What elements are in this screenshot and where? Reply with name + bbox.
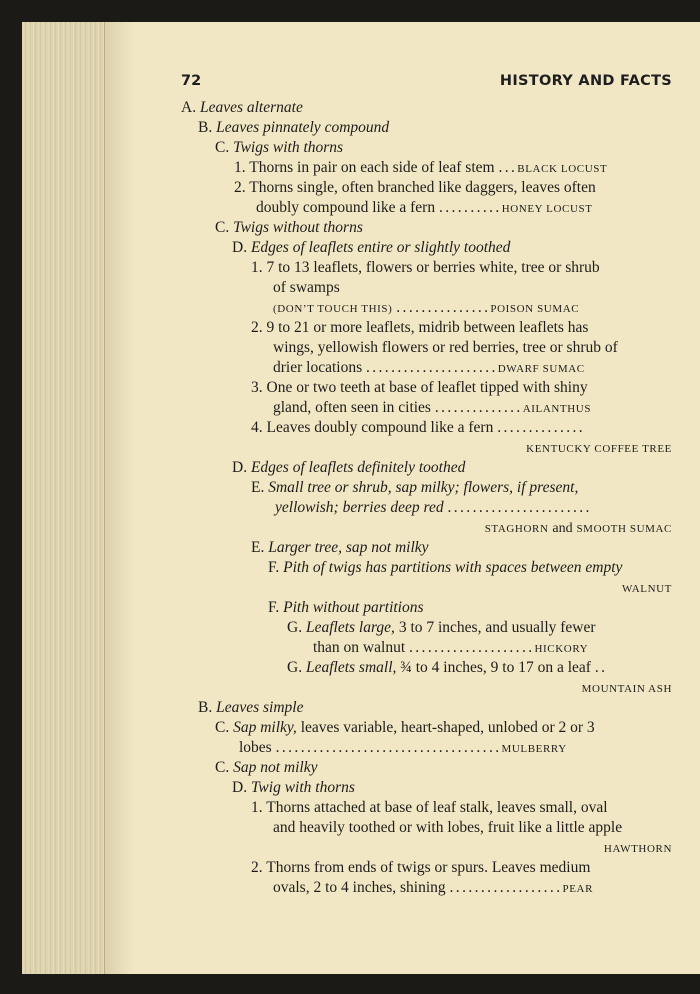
species-answer: WALNUT — [621, 583, 672, 595]
key-entry: E. Small tree or shrub, sap milky; flowers, if present, — [251, 479, 579, 496]
key-entry: 1. Thorns in pair on each side of leaf stem ...BLACK LOCUST — [234, 159, 608, 176]
key-entry: B. Leaves pinnately compound — [198, 119, 390, 136]
key-entry-continued: drier locations .....................DWARF SUMAC — [273, 359, 585, 376]
key-entry: B. Leaves simple — [198, 699, 304, 716]
key-entry: F. Pith without partitions — [268, 599, 424, 616]
key-entry: D. Edges of leaflets entire or slightly toothed — [232, 239, 511, 256]
key-entry: 2. 9 to 21 or more leaflets, midrib between leaflets has — [251, 319, 589, 336]
species-answer: POISON SUMAC — [490, 303, 580, 315]
key-entry: 3. One or two teeth at base of leaflet tipped with shiny — [251, 379, 588, 396]
key-entry-continued — [582, 678, 672, 699]
key-entry-continued — [622, 578, 672, 599]
key-entry-continued — [526, 438, 672, 459]
key-entry-continued: and heavily toothed or with lobes, fruit like a little apple — [273, 819, 623, 836]
key-entry: 2. Thorns single, often branched like daggers, leaves often — [234, 179, 596, 196]
key-entry: F. Pith of twigs has partitions with spaces between empty — [268, 559, 623, 576]
key-entry-continued: gland, often seen in cities ..............AILANTHUS — [273, 399, 592, 416]
key-entry: G. Leaflets small, ¾ to 4 inches, 9 to 17 on a leaf .. — [287, 659, 608, 676]
species-answer: HAWTHORN — [603, 843, 672, 855]
species-answer: BLACK LOCUST — [517, 163, 608, 175]
key-entry-continued: of swamps — [273, 279, 340, 296]
page-edges — [22, 22, 105, 974]
species-answer: MOUNTAIN ASH — [581, 683, 672, 695]
key-entry-continued: STAGHORN and SMOOTH SUMAC — [484, 521, 672, 536]
scan-background — [0, 974, 700, 994]
page-number: 72 — [181, 73, 202, 89]
key-entry-continued: doubly compound like a fern ..........HONEY LOCUST — [256, 199, 593, 216]
key-entry: D. Twig with thorns — [232, 779, 355, 796]
species-answer: PEAR — [562, 883, 594, 895]
key-entry-continued: (DON’T TOUCH THIS) ...............POISON SUMAC — [273, 299, 580, 316]
species-answer: DWARF SUMAC — [497, 363, 585, 375]
species-answer: HICKORY — [534, 643, 589, 655]
key-entry: 1. 7 to 13 leaflets, flowers or berries white, tree or shrub — [251, 259, 600, 276]
key-entry: 1. Thorns attached at base of leaf stalk, leaves small, oval — [251, 799, 608, 816]
key-entry: 4. Leaves doubly compound like a fern .............. — [251, 419, 586, 436]
key-entry-continued: lobes ....................................MULBERRY — [239, 739, 567, 756]
key-entry: C. Sap milky, leaves variable, heart-shaped, unlobed or 2 or 3 — [215, 719, 595, 736]
key-entry-continued — [604, 838, 672, 859]
species-answer: SMOOTH SUMAC — [576, 523, 672, 535]
key-entry-continued: wings, yellowish flowers or red berries, tree or shrub of — [273, 339, 618, 356]
species-answer: KENTUCKY COFFEE TREE — [526, 443, 672, 455]
key-entry: C. Twigs without thorns — [215, 219, 363, 236]
key-entry: A. Leaves alternate — [181, 99, 303, 116]
key-entry-continued: yellowish; berries deep red ....................... — [275, 499, 592, 516]
running-head: HISTORY AND FACTS — [499, 73, 672, 89]
spine-shadow — [104, 22, 134, 974]
key-entry: E. Larger tree, sap not milky — [251, 539, 429, 556]
key-entry: C. Twigs with thorns — [215, 139, 344, 156]
species-answer: MULBERRY — [501, 743, 567, 755]
key-entry-continued: ovals, 2 to 4 inches, shining ..................PEAR — [273, 879, 594, 896]
key-entry: C. Sap not milky — [215, 759, 318, 776]
key-entry: G. Leaflets large, 3 to 7 inches, and usually fewer — [287, 619, 596, 636]
key-entry: D. Edges of leaflets definitely toothed — [232, 459, 466, 476]
key-entry-continued: than on walnut ....................HICKORY — [313, 639, 589, 656]
species-answer: AILANTHUS — [522, 403, 592, 415]
species-answer: HONEY LOCUST — [501, 203, 593, 215]
species-answer: STAGHORN — [484, 523, 549, 535]
key-entry: 2. Thorns from ends of twigs or spurs. Leaves medium — [251, 859, 591, 876]
